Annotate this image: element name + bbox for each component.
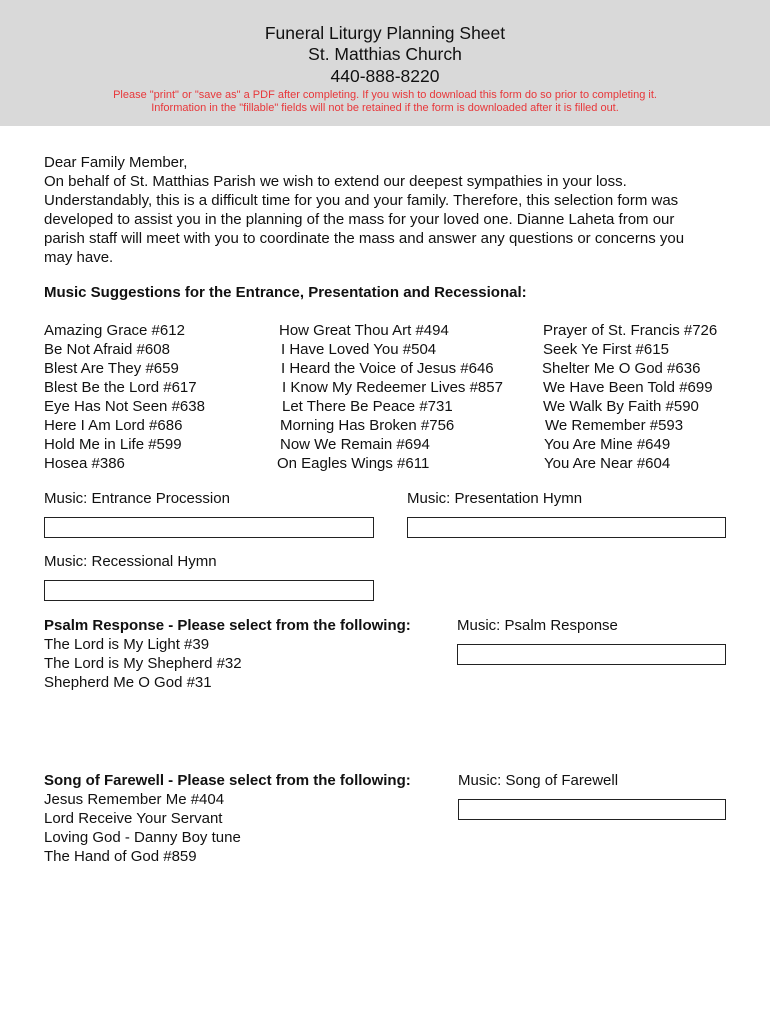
hymn-list-item: We Remember #593 (545, 417, 684, 434)
hymn-list-item: Here I Am Lord #686 (44, 417, 183, 434)
hymn-list-item: You Are Near #604 (544, 455, 671, 472)
hymn-list-item: I Know My Redeemer Lives #857 (282, 379, 503, 396)
hymn-list-item: You Are Mine #649 (544, 436, 671, 453)
presentation-hymn-label: Music: Presentation Hymn (407, 490, 583, 507)
intro-line-3: developed to assist you in the planning of the mass for your loved one. Dianne Laheta from our (44, 211, 675, 228)
hymn-list-item: Eye Has Not Seen #638 (44, 398, 205, 415)
notice-line-1: Please "print" or "save as" a PDF after completing. If you wish to download this form do so prior to completing it. (113, 89, 657, 101)
hymn-list-item: Be Not Afraid #608 (44, 341, 170, 358)
intro-line-1: On behalf of St. Matthias Parish we wish to extend our deepest sympathies in your loss. (44, 173, 627, 190)
recessional-hymn-label: Music: Recessional Hymn (44, 553, 217, 570)
hymn-list-item: Let There Be Peace #731 (282, 398, 453, 415)
song-of-farewell-input[interactable] (458, 799, 726, 820)
hymn-list-item: Hold Me in Life #599 (44, 436, 182, 453)
farewell-option: Jesus Remember Me #404 (44, 791, 225, 808)
hymn-list-item: Amazing Grace #612 (44, 322, 185, 339)
intro-line-2: Understandably, this is a difficult time for you and your family. Therefore, this selection form was (44, 192, 679, 209)
recessional-hymn-input[interactable] (44, 580, 374, 601)
hymn-list-item: How Great Thou Art #494 (279, 322, 449, 339)
hymn-list-item: We Have Been Told #699 (543, 379, 713, 396)
hymn-list-item: Prayer of St. Francis #726 (543, 322, 718, 339)
page-header (0, 0, 770, 126)
hymn-list-item: I Have Loved You #504 (281, 341, 437, 358)
hymn-list-item: Shelter Me O God #636 (542, 360, 701, 377)
psalm-option: The Lord is My Shepherd #32 (44, 655, 242, 672)
entrance-procession-label: Music: Entrance Procession (44, 490, 230, 507)
psalm-option: The Lord is My Light #39 (44, 636, 210, 653)
church-name: St. Matthias Church (308, 44, 462, 64)
church-phone: 440-888-8220 (330, 66, 440, 86)
hymn-list-item: Blest Be the Lord #617 (44, 379, 197, 396)
hymn-list-item: We Walk By Faith #590 (543, 398, 699, 415)
hymn-list-item: Morning Has Broken #756 (280, 417, 455, 434)
hymn-list-item: On Eagles Wings #611 (277, 455, 430, 472)
form-title: Funeral Liturgy Planning Sheet (264, 23, 506, 43)
psalm-option: Shepherd Me O God #31 (44, 674, 212, 691)
farewell-option: The Hand of God #859 (44, 848, 197, 865)
intro-line-5: may have. (44, 249, 114, 266)
presentation-hymn-input[interactable] (407, 517, 726, 538)
intro-line-4: parish staff will meet with you to coordinate the mass and answer any questions or concerns you (44, 230, 685, 247)
psalm-heading: Psalm Response - Please select from the following: (44, 617, 411, 634)
psalm-response-label: Music: Psalm Response (457, 617, 618, 634)
hymn-list-item: Blest Are They #659 (44, 360, 179, 377)
entrance-procession-input[interactable] (44, 517, 374, 538)
psalm-response-input[interactable] (457, 644, 726, 665)
hymn-list-item: Seek Ye First #615 (543, 341, 669, 358)
hymn-list-item: Now We Remain #694 (280, 436, 430, 453)
notice-line-2: Information in the "fillable" fields will not be retained if the form is downloaded after it is filled out. (151, 102, 619, 114)
farewell-option: Lord Receive Your Servant (44, 810, 223, 827)
hymn-list-item: I Heard the Voice of Jesus #646 (281, 360, 494, 377)
music-suggestions-heading: Music Suggestions for the Entrance, Presentation and Recessional: (44, 284, 527, 301)
song-of-farewell-label: Music: Song of Farewell (458, 772, 619, 789)
hymn-list-item: Hosea #386 (44, 455, 125, 472)
farewell-heading: Song of Farewell - Please select from the following: (44, 772, 411, 789)
salutation: Dear Family Member, (44, 154, 188, 171)
farewell-option: Loving God - Danny Boy tune (44, 829, 241, 846)
